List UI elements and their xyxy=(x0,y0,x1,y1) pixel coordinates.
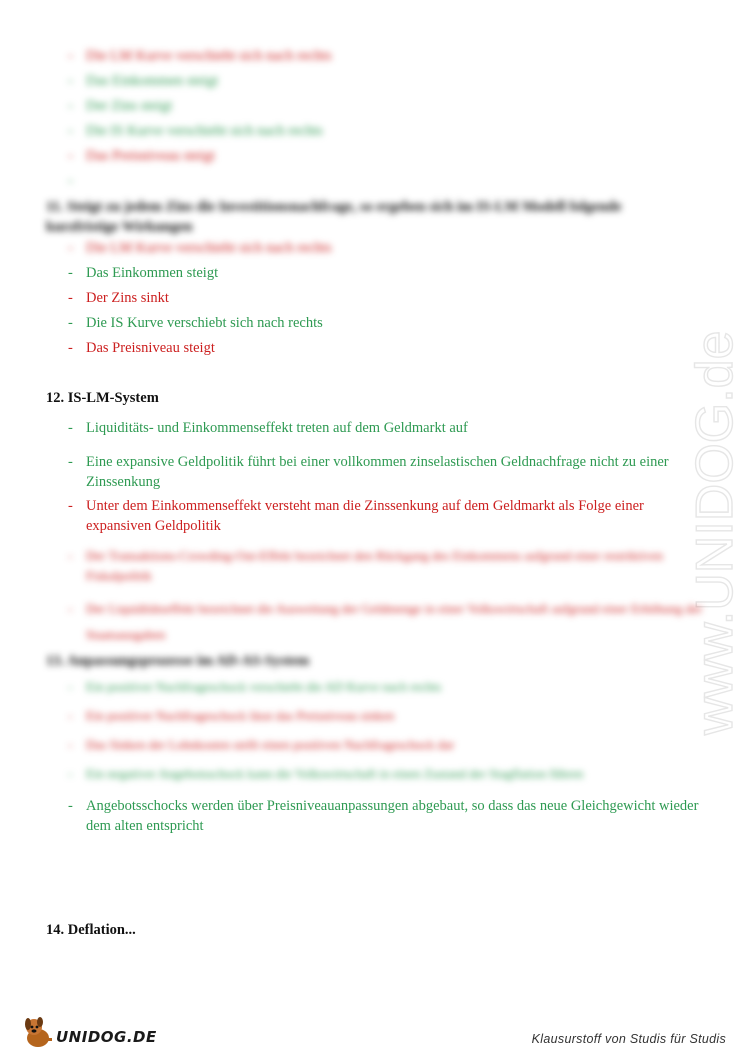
list-item: - Das Preisniveau steigt xyxy=(68,340,215,356)
dog-icon xyxy=(20,1014,60,1052)
list-item: - Der Liquiditätseffekt bezeichnet die Ausweitung der Geldmenge in einer Volkswirtschaft aufgrund einer Erhöhung der Staatsausgaben xyxy=(68,601,703,642)
section-13-title: 13. Anpassungsprozesse im AD-AS-System xyxy=(46,653,310,669)
list-item: - Ein negativer Angebotsschock kann die Volkswirtschaft in einen Zustand der Stagflation führen xyxy=(68,766,584,781)
section-13-list xyxy=(46,677,706,840)
list-item: - Angebotsschocks werden über Preisniveauanpassungen abgebaut, so dass das neue Gleichgewicht wieder dem alten entspricht xyxy=(68,798,699,834)
list-item: - Das Preisniveau steigt xyxy=(68,148,215,164)
list-item: - Liquiditäts- und Einkommenseffekt treten auf dem Geldmarkt auf xyxy=(68,420,468,436)
list-item: - Eine expansive Geldpolitik führt bei einer vollkommen zinselastischen Geldnachfrage nicht zu einer Zinssenkung xyxy=(68,454,669,490)
section-12-list xyxy=(46,418,706,648)
list-item: - xyxy=(68,173,73,189)
list-item: - Die LM Kurve verschiebt sich nach rechts xyxy=(68,240,332,256)
list-item: - Die IS Kurve verschiebt sich nach rechts xyxy=(68,123,323,139)
list-item: - Das Einkommen steigt xyxy=(68,73,219,89)
list-item: - Das Einkommen steigt xyxy=(68,265,219,281)
list-item: - Der Zins sinkt xyxy=(68,290,169,306)
section-14-title: 14. Deflation... xyxy=(46,922,136,938)
list-item: - Das Sinken der Lohnkosten stellt einen positiven Nachfrageschock dar xyxy=(68,737,455,752)
section-10-list xyxy=(46,46,706,196)
list-item: - Unter dem Einkommenseffekt versteht man die Zinssenkung auf dem Geldmarkt als Folge einer expansiven Geldpolitik xyxy=(68,498,644,534)
list-item: - Ein positiver Nachfrageschock lässt das Preisniveau sinken xyxy=(68,708,395,723)
watermark-text: www.UNIDOG.de xyxy=(686,330,744,735)
list-item: - Der Zins steigt xyxy=(68,98,173,114)
logo-text: UNIDOG.DE xyxy=(56,1028,157,1046)
list-item: - Die IS Kurve verschiebt sich nach rechts xyxy=(68,315,323,331)
section-11-title: 11. Steigt zu jedem Zins die Investitionsnachfrage, so ergeben sich im IS-LM Modell folgende kurzfristige Wirkungen xyxy=(46,199,622,235)
list-item: - Ein positiver Nachfrageschock verschiebt die AD Kurve nach rechts xyxy=(68,679,442,694)
unidog-logo xyxy=(20,1014,160,1052)
section-12-title: 12. IS-LM-System xyxy=(46,390,159,406)
section-11-list xyxy=(46,238,706,363)
list-item: - Die LM Kurve verschiebt sich nach rechts xyxy=(68,48,332,64)
footer-tagline: Klausurstoff von Studis für Studis xyxy=(531,1032,726,1046)
list-item: - Der Transaktions-Crowding-Out-Effekt bezeichnet den Rückgang des Einkommens aufgrund einer restriktiven Fiskalpolitik xyxy=(68,548,664,583)
